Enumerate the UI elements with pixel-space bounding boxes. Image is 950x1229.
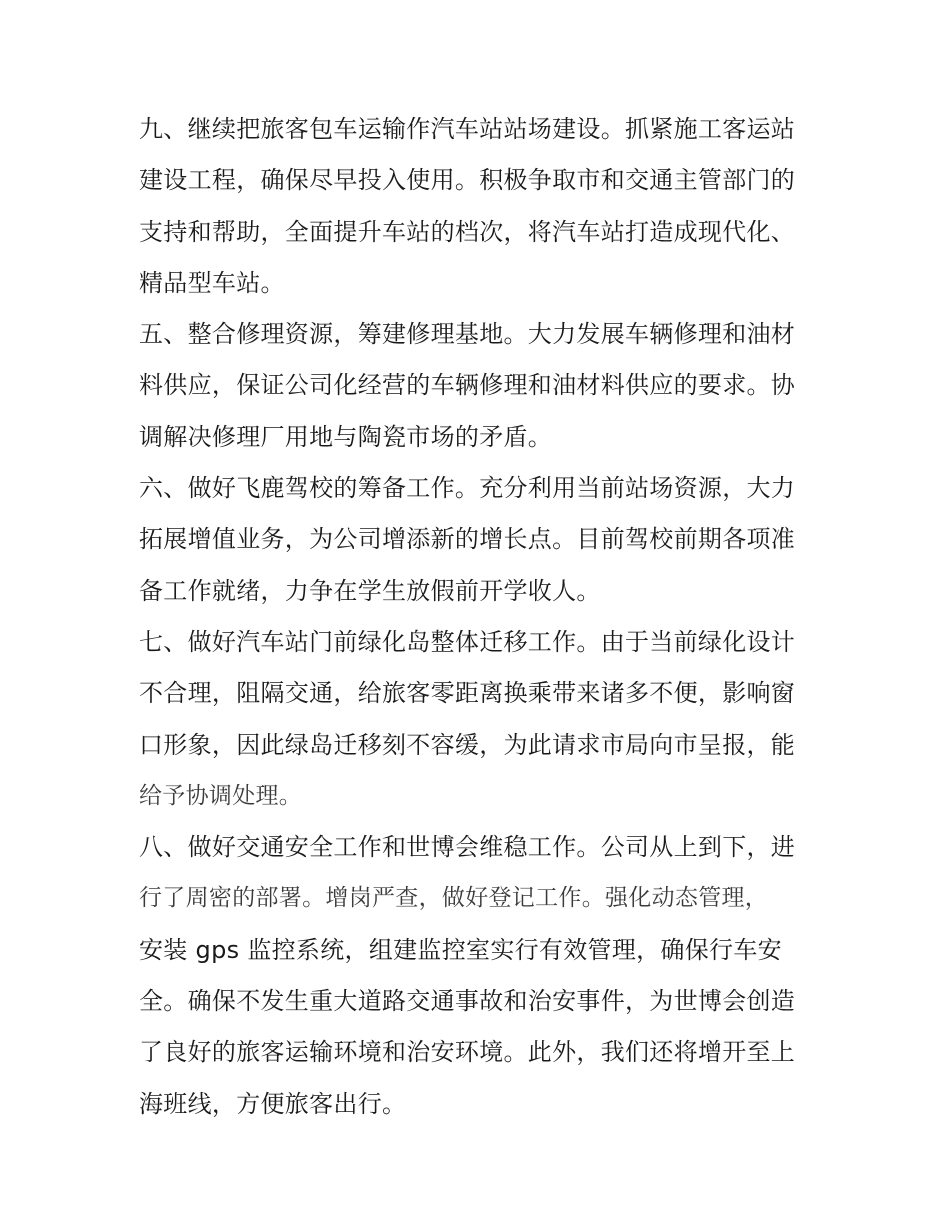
text-line: 海班线，方便旅客出行。 <box>139 1089 407 1118</box>
text-line: 五、整合修理资源，筹建修理基地。大力发展车辆修理和油材 <box>139 320 796 349</box>
text-line: 不合理，阻隔交通，给旅客零距离换乘带来诸多不便，影响窗 <box>139 679 796 708</box>
text-line: 行了周密的部署。增岗严查，做好登记工作。强化动态管理， <box>139 885 769 912</box>
text-line: 调解决修理厂用地与陶瓷市场的矛盾。 <box>139 422 553 451</box>
text-line: 了良好的旅客运输环境和治安环境。此外，我们还将增开至上 <box>139 1038 796 1067</box>
text-line: 口形象，因此绿岛迁移刻不容缓，为此请求市局向市呈报，能 <box>139 730 796 759</box>
text-line: 六、做好飞鹿驾校的筹备工作。充分利用当前站场资源，大力 <box>139 474 796 503</box>
text-line: 全。确保不发生重大道路交通事故和治安事件，为世博会创造 <box>139 987 796 1016</box>
text-line: 八、做好交通安全工作和世博会维稳工作。公司从上到下，进 <box>139 833 796 862</box>
text-line: 建设工程，确保尽早投入使用。积极争取市和交通主管部门的 <box>139 166 796 195</box>
text-line: 精品型车站。 <box>139 268 285 297</box>
text-line: 七、做好汽车站门前绿化岛整体迁移工作。由于当前绿化设计 <box>139 627 796 656</box>
text-line: 九、继续把旅客包车运输作汽车站站场建设。抓紧施工客运站 <box>139 115 796 143</box>
text-line: 给予协调处理。 <box>139 782 303 809</box>
text-line: 安装 gps 监控系统，组建监控室实行有效管理，确保行车安 <box>139 935 782 964</box>
text-line: 备工作就绪，力争在学生放假前开学收人。 <box>139 576 601 605</box>
text-line: 料供应，保证公司化经营的车辆修理和油材料供应的要求。协 <box>139 371 796 400</box>
text-line: 拓展增值业务，为公司增添新的增长点。目前驾校前期各项准 <box>139 525 796 554</box>
document-body <box>139 104 819 1130</box>
text-line: 支持和帮助，全面提升车站的档次，将汽车站打造成现代化、 <box>139 217 796 246</box>
